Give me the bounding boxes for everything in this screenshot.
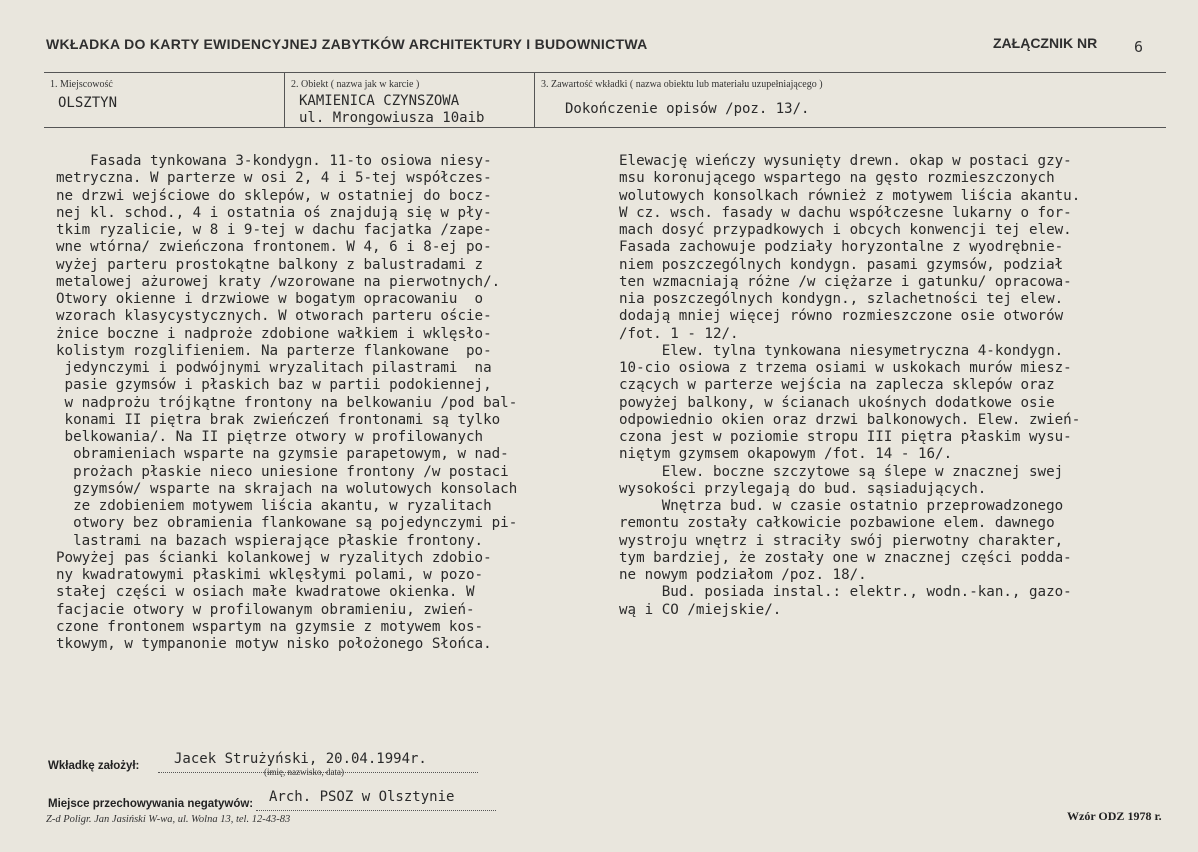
body-line: facjacie otwory w profilowanym obramieniu, zwień- xyxy=(56,601,475,618)
body-line: Fasada tynkowana 3-kondygn. 11-to osiowa niesy- xyxy=(56,153,492,169)
negatives-value: Arch. PSOZ w Olsztynie xyxy=(269,789,455,805)
body-line: Bud. posiada instal.: elektr., wodn.-kan., gazo- xyxy=(619,584,1072,601)
body-line: czona jest w poziomie stropu III piętra płaskim wysu- xyxy=(619,429,1072,445)
body-line: pasie gzymsów i płaskich baz w partii podokiennej, xyxy=(56,377,492,394)
body-line: obramieniach wsparte na gzymsie parapetowym, w nad- xyxy=(56,446,509,463)
body-line: konami II piętra brak zwieńczeń frontonami są tylko xyxy=(56,411,501,428)
body-line: jedynczymi i podwójnymi wryzalitach pilastrami na xyxy=(56,360,492,376)
annex-label: ZAŁĄCZNIK NR xyxy=(993,35,1098,51)
body-line: wystroju wnętrz i straciły swój pierwotny charakter, xyxy=(619,532,1064,549)
field-content-label: 3. Zawartość wkładki ( nazwa obiektu lub materiału uzupełniającego ) xyxy=(541,79,823,90)
body-line: kolistym rozglifieniem. Na parterze flankowane po- xyxy=(56,342,492,359)
body-line: wolutowych konsolkach również z motywem liścia akantu. xyxy=(619,187,1081,204)
body-line: Otwory okienne i drzwiowe w bogatym opracowaniu o xyxy=(56,291,484,307)
body-line: lastrami na bazach wspierające płaskie frontony. xyxy=(56,532,484,549)
body-line: msu koronującego wspartego na gęsto rozmieszczonych xyxy=(619,170,1055,187)
body-line: dodają mniej więcej równo rozmieszczone osie otworów xyxy=(619,308,1064,325)
body-line: stałej części w osiach małe kwadratowe okienka. W xyxy=(56,584,475,601)
body-line: belkowania/. Na II piętrze otwory w profilowanych xyxy=(56,429,484,445)
body-line: remontu zostały całkowicie pozbawione elem. dawnego xyxy=(619,515,1055,532)
field-locality xyxy=(44,73,284,127)
negatives-dotline xyxy=(256,810,496,811)
body-line: Fasada zachowuje podziały horyzontalne z wyodrębnie- xyxy=(619,239,1064,256)
field-content xyxy=(534,73,1167,127)
field-locality-label: 1. Miejscowość xyxy=(50,79,113,90)
body-line: prożach płaskie nieco uniesione frontony /w postaci xyxy=(56,463,509,480)
body-line: wzorach klasycystycznych. W otworach parteru oście- xyxy=(56,308,492,325)
body-line: tkim ryzalicie, w 8 i 9-tej w dachu facjatka /zape- xyxy=(56,222,492,238)
body-line: W cz. wsch. fasady w dachu współczesne lukarny o for- xyxy=(619,204,1072,221)
body-line: wyżej parteru prostokątne balkony z balustradami z xyxy=(56,256,484,273)
printer-imprint: Z-d Poligr. Jan Jasiński W-wa, ul. Wolna 13, tel. 12-43-83 xyxy=(46,814,291,825)
body-line: ne nowym podziałom /poz. 18/. xyxy=(619,567,867,583)
body-line: Elew. tylna tynkowana niesymetryczna 4-kondygn. xyxy=(619,342,1064,359)
field-object xyxy=(284,73,535,127)
body-line: Elew. boczne szczytowe są ślepe w znacznej swej xyxy=(619,463,1064,480)
body-line: Elewację wieńczy wysunięty drewn. okap w postaci gzy- xyxy=(619,153,1072,169)
creator-label: Wkładkę założył: xyxy=(48,760,140,772)
annex-number: 6 xyxy=(1134,38,1144,56)
body-line: 10-cio osiowa z trzema osiami w uskokach murów miesz- xyxy=(619,360,1072,376)
field-object-value-line1: KAMIENICA CZYNSZOWA xyxy=(299,93,460,109)
header-fields xyxy=(44,72,1166,128)
body-line: tym bardziej, że zostały one w znacznej części podda- xyxy=(619,549,1072,566)
body-line: czone frontonem wspartym na gzymsie z motywem kos- xyxy=(56,618,484,635)
creator-note: (imię, nazwisko, data) xyxy=(264,767,344,777)
body-line: ne drzwi wejściowe do sklepów, w ostatniej do bocz- xyxy=(56,187,492,204)
field-locality-value: OLSZTYN xyxy=(58,95,118,111)
body-line: ten wzmacniają różne /w ciężarze i gatunku/ opracowa- xyxy=(619,273,1072,290)
body-line: wysokości przylegają do bud. sąsiadujących. xyxy=(619,480,987,497)
body-line: otwory bez obramienia flankowane są pojedynczymi pi- xyxy=(56,515,518,532)
field-content-value: Dokończenie opisów /poz. 13/. xyxy=(565,101,810,117)
body-line: żnice boczne i nadproże zdobione wałkiem i wklęsło- xyxy=(56,325,492,342)
body-line: Powyżej pas ścianki kolankowej w ryzalitych zdobio- xyxy=(56,549,492,566)
field-object-value-line2: ul. Mrongowiusza 10aib xyxy=(299,110,485,126)
body-line: ze zdobieniem motywem liścia akantu, w ryzalitach xyxy=(56,498,492,514)
body-line: wne wtórna/ zwieńczona frontonem. W 4, 6 i 8-ej po- xyxy=(56,239,492,256)
body-left-column xyxy=(56,153,517,653)
body-line: nia poszczególnych kondygn., szlachetności tej elew. xyxy=(619,291,1064,307)
negatives-label: Miejsce przechowywania negatywów: xyxy=(48,798,254,810)
body-line: wą i CO /miejskie/. xyxy=(619,601,782,618)
creator-value: Jacek Strużyński, 20.04.1994r. xyxy=(174,751,427,767)
body-line: powyżej balkony, w ścianach ukośnych dodatkowe osie xyxy=(619,394,1055,411)
body-line: gzymsów/ wsparte na skrajach na wolutowych konsolach xyxy=(56,480,518,497)
body-line: ny kwadratowymi płaskimi wklęsłymi polami, w pozo- xyxy=(56,567,484,583)
body-line: metalowej ażurowej kraty /wzorowane na pierwotnych/. xyxy=(56,273,501,290)
body-line: nej kl. schod., 4 i ostatnia oś znajdują się w pły- xyxy=(56,204,492,221)
body-line: tkowym, w tympanonie motyw nisko położonego Słońca. xyxy=(56,636,492,652)
body-line: odpowiednio okien oraz drzwi balkonowych. Elew. zwień- xyxy=(619,411,1081,428)
form-code: Wzór ODZ 1978 r. xyxy=(1067,809,1162,823)
body-line: w nadprożu trójkątne frontony na belkowaniu /pod bal- xyxy=(56,394,518,411)
body-line: niem poszczególnych kondygn. pasami gzymsów, podział xyxy=(619,256,1064,273)
field-object-label: 2. Obiekt ( nazwa jak w karcie ) xyxy=(291,79,420,90)
body-line: /fot. 1 - 12/. xyxy=(619,325,739,342)
document-title: WKŁADKA DO KARTY EWIDENCYJNEJ ZABYTKÓW ARCHITEKTURY I BUDOWNICTWA xyxy=(46,36,648,52)
body-line: mach dosyć przypadkowych i obcych konwencji tej elew. xyxy=(619,222,1072,238)
body-line: czących w parterze wejścia na zaplecza sklepów oraz xyxy=(619,377,1055,394)
body-right-column xyxy=(619,153,1080,619)
body-line: niętym gzymsem okapowym /fot. 14 - 16/. xyxy=(619,446,953,463)
body-line: Wnętrza bud. w czasie ostatnio przeprowadzonego xyxy=(619,498,1064,514)
body-line: metryczna. W parterze w osi 2, 4 i 5-tej współczes- xyxy=(56,170,492,187)
